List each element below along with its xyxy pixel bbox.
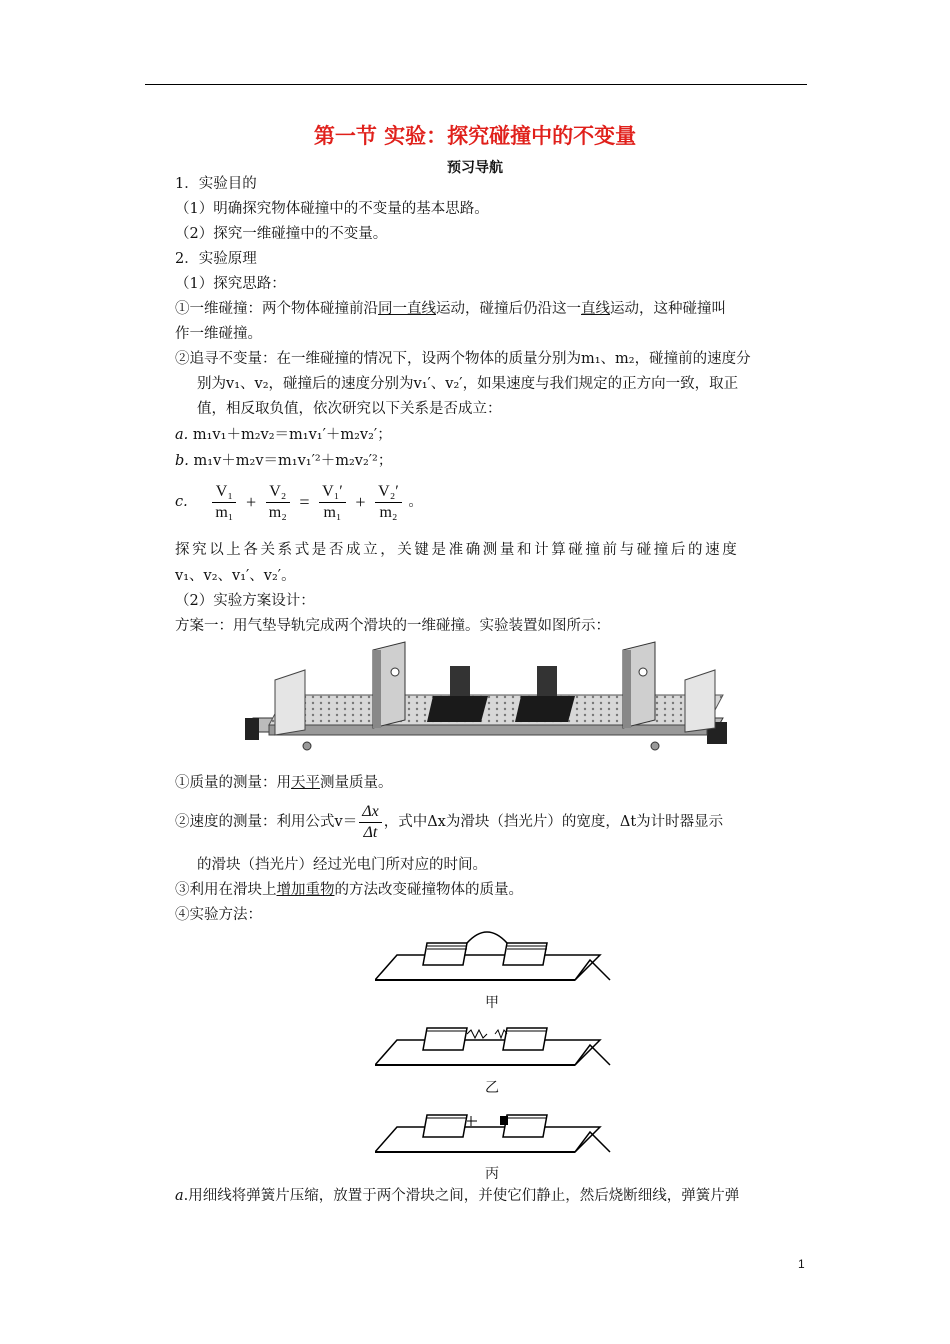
blank-balance: 天平 [291,775,320,791]
caption-jia: 甲 [485,995,499,1011]
invariant-line-2: 别为v₁、v₂，碰撞后的速度分别为v₁′、v₂′，如果速度与我们规定的正方向一致，取正 [197,376,739,392]
key-measure-line: 探究以上各关系式是否成立，关键是准确测量和计算碰撞前与碰撞后的速度 [175,542,740,558]
page-title: 第一节 实验：探究碰撞中的不变量 [313,124,637,148]
velocity-measure-cont: 的滑块（挡光片）经过光电门所对应的时间。 [197,857,487,873]
caption-bing: 丙 [485,1166,499,1182]
fraction-dx-dt: $\frac{\Delta x}{\Delta t}$ [359,802,382,843]
blank-add-weight: 增加重物 [276,882,335,898]
fraction-v1-m1: $\frac{\text{V₁}}{\text{m₁}}$ [212,482,236,523]
figure-bing [375,1097,615,1162]
one-dim-collision-line: ①一维碰撞：两个物体碰撞前沿同一直线运动，碰撞后仍沿这一直线运动，这种碰撞叫 [175,301,726,317]
scheme-heading: （2）实验方案设计： [175,593,315,609]
heading-purpose: 1．实验目的 [175,176,257,192]
velocities-line: v₁、v₂、v₁′、v₂′。 [175,568,296,584]
fraction-v2p-m2: $\frac{\text{V₂′}}{\text{m₂}}$ [375,482,402,523]
invariant-line-1: ②追寻不变量：在一维碰撞的情况下，设两个物体的质量分别为m₁、m₂，碰撞前的速度分 [175,351,751,367]
invariant-line-3: 值，相反取负值，依次研究以下关系是否成立： [197,401,502,417]
section-subtitle: 预习导航 [447,160,503,176]
purpose-2: （2）探究一维碰撞中的不变量。 [175,226,388,242]
header-rule [145,84,807,85]
relation-a: a. m₁v₁＋m₂v₂＝m₁v₁′＋m₂v₂′； [175,427,392,443]
figure-jia [375,925,615,990]
fraction-v1p-m1: $\frac{\text{V₁′}}{\text{m₁}}$ [319,482,346,523]
relation-b: b. m₁v＋m₂v＝m₁v₁′²＋m₂v₂′²； [175,453,393,469]
fraction-v2-m2: $\frac{\text{V₂}}{\text{m₂}}$ [266,482,290,523]
one-dim-collision-cont: 作一维碰撞。 [175,326,262,342]
blank-line: 直线 [581,301,610,317]
velocity-measure-line: ②速度的测量：利用公式v＝ $\frac{\Delta x}{\Delta t}$ ，式中Δx为滑块（挡光片）的宽度，Δt为计时器显示 [175,802,724,841]
principle-idea: （1）探究思路： [175,276,286,292]
figure-yi [375,1010,615,1075]
heading-principle: 2．实验原理 [175,251,257,267]
page-number: 1 [798,1257,805,1271]
caption-yi: 乙 [485,1080,499,1096]
change-mass-line: ③利用在滑块上增加重物的方法改变碰撞物体的质量。 [175,882,523,898]
purpose-1: （1）明确探究物体碰撞中的不变量的基本思路。 [175,201,489,217]
mass-measure-line: ①质量的测量：用天平测量质量。 [175,775,393,791]
scheme-one: 方案一：用气垫导轨完成两个滑块的一维碰撞。实验装置如图所示： [175,618,610,634]
method-a-line: a.用细线将弹簧片压缩，放置于两个滑块之间，并使它们静止，然后烧断细线，弹簧片弹 [175,1188,740,1204]
air-track-apparatus-figure [245,640,730,760]
relation-c: c. $\frac{\text{V₁}}{\text{m₁}}$ + $\frac{\text{V₂}}{\text{m₂}}$ = $\frac{\text{V₁′}}{\text{m₁}}$ + $\frac{\text{V₂′}}{\text{m₂}}$ 。 [175,482,423,521]
blank-same-line: 同一直线 [378,301,436,317]
method-heading: ④实验方法： [175,907,262,923]
